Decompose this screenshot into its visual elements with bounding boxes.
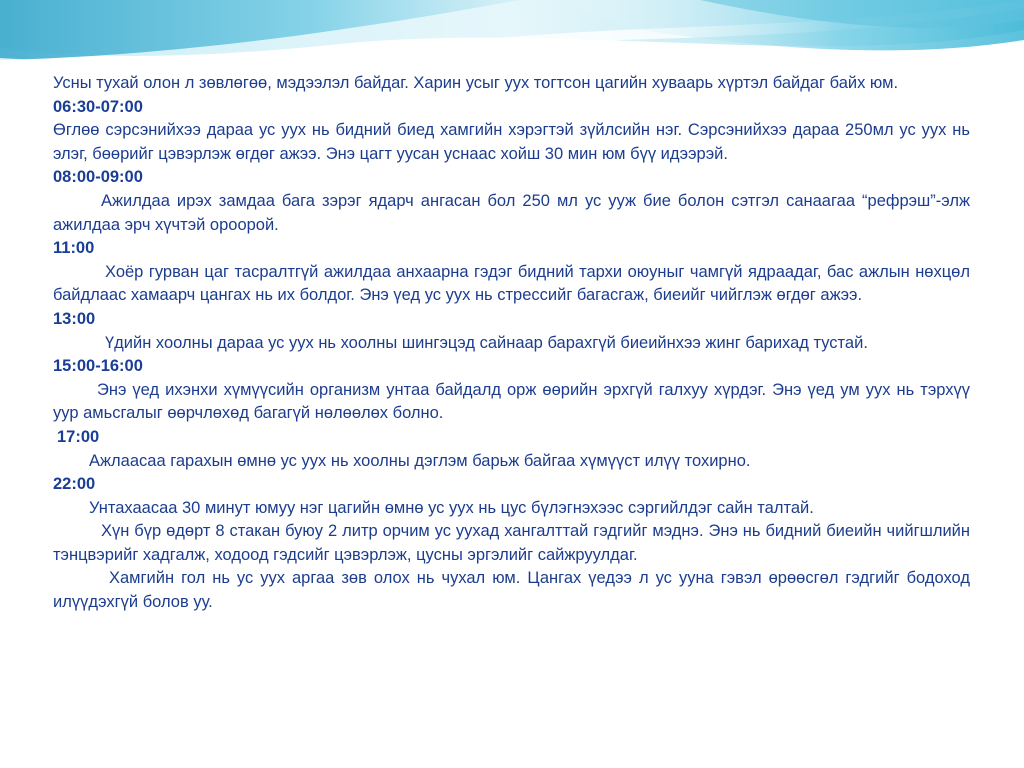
section-text-0800: Ажилдаа ирэх замдаа бага зэрэг ядарч ангасан бол 250 мл ус ууж бие болон сэтгэл санаагаа “рефрэш”-элж ажилдаа эрч хүчтэй ороорой. [53,191,970,234]
section-text-1500: Энэ үед ихэнхи хүмүүсийн организм унтаа байдалд орж өөрийн эрхгүй галхуу хүрдэг. Энэ үед ум уух нь тэрхүү уур амьсгалыг өөрчлөхөд багагүй нөлөөлөх болно. [53,380,970,423]
closing-paragraph-2: Хамгийн гол нь ус уух аргаа зөв олох нь чухал юм. Цангах үедээ л ус ууна гэвэл өрөөсгөл гэдгийг бодоход илүүдэхгүй болов уу. [53,569,970,612]
slide-text-content [53,72,970,615]
time-heading-1300: 13:00 [53,309,96,328]
section-text-1100: Хоёр гурван цаг тасралтгүй ажилдаа анхаарна гэдэг бидний тархи оюуныг чамгүй ядраадаг, бас ажлын нөхцөл байдлаас хамаарч цангах нь их болдог. Энэ үед ус уух нь стрессийг багасгаж, биеийг чийглэж өгдөг ажээ. [53,262,970,305]
time-heading-2200: 22:00 [53,475,96,494]
section-text-1300: Үдийн хоолны дараа ус уух нь хоолны шингэцэд сайнаар барахгүй биеийнхээ жинг барихад тустай. [105,333,868,352]
section-text-1700: Ажлаасаа гарахын өмнө ус уух нь хоолны дэглэм барьж байгаа хүмүүст илүү тохирно. [89,451,751,470]
intro-paragraph: Усны тухай олон л зөвлөгөө, мэдээлэл байдаг. Харин усыг уух тогтсон цагийн хуваарь хүртэл байдаг байх юм. [53,74,899,92]
time-heading-1500: 15:00-16:00 [53,357,143,376]
section-text-2200: Унтахаасаа 30 минут юмуу нэг цагийн өмнө ус уух нь цус бүлэгнэхээс сэргийлдэг сайн талтай. [89,498,814,517]
time-heading-0630: 06:30-07:00 [53,97,143,116]
time-heading-0800: 08:00-09:00 [53,168,143,187]
time-heading-1100: 11:00 [53,239,95,258]
time-heading-1700: 17:00 [57,427,100,446]
section-text-0630: Өглөө сэрсэнийхээ дараа ус уух нь бидний биед хамгийн хэрэгтэй зүйлсийн нэг. Сэрсэнийхээ дараа 250мл ус уух нь элэг, бөөрийг цэвэрлэж өгдөг ажээ. Энэ цагт уусан уснаас хойш 30 мин юм бүү идээрэй. [53,121,970,163]
closing-paragraph-1: Хүн бүр өдөрт 8 стакан буюу 2 литр орчим ус уухад хангалттай гэдгийг мэднэ. Энэ нь бидний биеийн чийгшлийн тэнцвэрийг хадгалж, ходоод гэдсийг цэвэрлэж, цусны эргэлийг сайжруулдаг. [53,522,970,564]
